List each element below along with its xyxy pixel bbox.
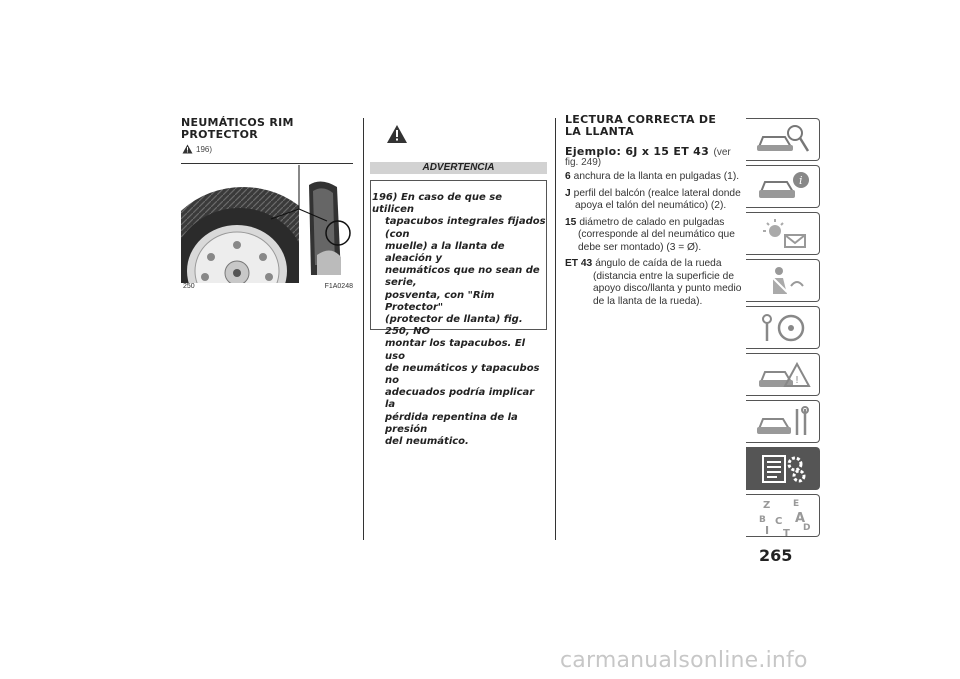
warning-line: pérdida repentina de la presión [385,411,518,435]
warning-line: muelle) a la llanta de aleación y [385,240,505,265]
tire-rim-protector-image [181,165,353,283]
heading-line: NEUMÁTICOS RIM [181,116,294,129]
list-text: apoyo disco/llanta y punto medio [593,283,742,294]
car-tools-icon [753,405,813,439]
section-heading-rim-protector [181,117,294,141]
list-text: debe ser montado) (3 = Ø). [578,241,702,253]
example-ref-continued: fig. 249) [565,157,602,168]
warning-reference [182,144,212,154]
figure-number: 250 [183,283,195,290]
seat-safety-icon [753,264,813,298]
list-text: de la llanta de la rueda). [593,295,703,307]
car-search-icon [753,123,813,157]
index-letter: B [758,514,766,525]
warning-ref-text: 196) [196,144,213,154]
list-text: apoya el talón del neumático) (2). [575,200,727,211]
tab-car-breakdown[interactable] [746,353,820,396]
tab-lights-warning[interactable] [746,212,820,255]
list-text: (distancia entre la superficie de [593,270,735,282]
steering-key-icon [753,311,813,345]
list-text: (corresponde al del neumático que [578,229,735,240]
warning-triangle-icon [182,144,193,154]
list-item [565,171,745,184]
index-letters-icon [753,496,813,536]
warning-line: En caso de que se utilicen [372,192,503,216]
tab-car-tools[interactable] [746,400,820,443]
list-term: ET 43 [565,258,593,269]
tab-car-search[interactable] [746,118,820,161]
tab-index-letters[interactable] [746,494,820,537]
list-term: 6 [565,171,571,182]
list-item [565,217,745,255]
index-letter: D [802,522,810,533]
heading-line: LA LLANTA [565,125,634,138]
index-letter: A [794,510,805,526]
warning-text [372,192,547,448]
warning-line: tapacubos integrales fijados (con [385,216,546,240]
car-breakdown-icon [753,358,813,392]
warning-line: (protector de llanta) fig. 250, NO [385,314,523,338]
section-heading-lectura-llanta [565,114,716,138]
index-letter: I [764,523,769,536]
tab-specs-gears[interactable] [746,447,820,490]
specs-gears-icon [753,452,813,486]
tab-steering-key[interactable] [746,306,820,349]
list-text: anchura de la llanta en pulgadas (1). [573,171,740,182]
index-letter: T [782,527,790,536]
column-divider [555,118,556,540]
warning-line: posventa, con "Rim Protector" [385,289,495,313]
warning-line: montar los tapacubos. El uso [385,338,526,362]
list-item [565,258,745,308]
page-number: 265 [759,546,793,565]
list-text: ángulo de caída de la rueda [595,258,722,269]
heading-line: PROTECTOR [181,128,258,141]
figure-code: F1A0248 [324,283,353,290]
svg-text:!: ! [794,374,799,386]
tab-car-info[interactable] [746,165,820,208]
warning-line: neumáticos que no sean de serie, [385,265,540,289]
watermark-text: carmanualsonline.info [560,648,808,673]
list-term: J [565,187,571,199]
list-item [565,188,745,213]
example-ref: (ver [713,147,731,158]
tab-seat-safety[interactable] [746,259,820,302]
figure-top-rule [181,163,353,164]
index-letter: E [792,498,799,509]
warning-number: 196) [372,192,398,203]
list-term: 15 [565,216,577,228]
heading-line: LECTURA CORRECTA DE [565,113,717,126]
svg-text:i: i [798,173,803,187]
index-letter: C [774,515,782,527]
list-text: perfil del balcón (realce lateral donde [573,187,741,199]
index-letter: Z [762,499,770,511]
column-divider [363,118,364,540]
warning-line: de neumáticos y tapacubos no [385,362,540,387]
lights-warning-icon [753,217,813,251]
list-text: diámetro de calado en pulgadas [579,216,725,228]
example-title: Ejemplo: 6J x 15 ET 43 [565,145,710,158]
warning-large-icon [386,124,408,144]
warning-line: del neumático. [385,436,469,448]
rim-code-list [565,171,745,308]
figure-tire-illustration [181,165,353,293]
warning-line: adecuados podría implicar la [385,387,535,411]
figure-caption [183,283,353,290]
car-info-icon [753,170,813,204]
warning-banner: ADVERTENCIA [370,162,547,174]
